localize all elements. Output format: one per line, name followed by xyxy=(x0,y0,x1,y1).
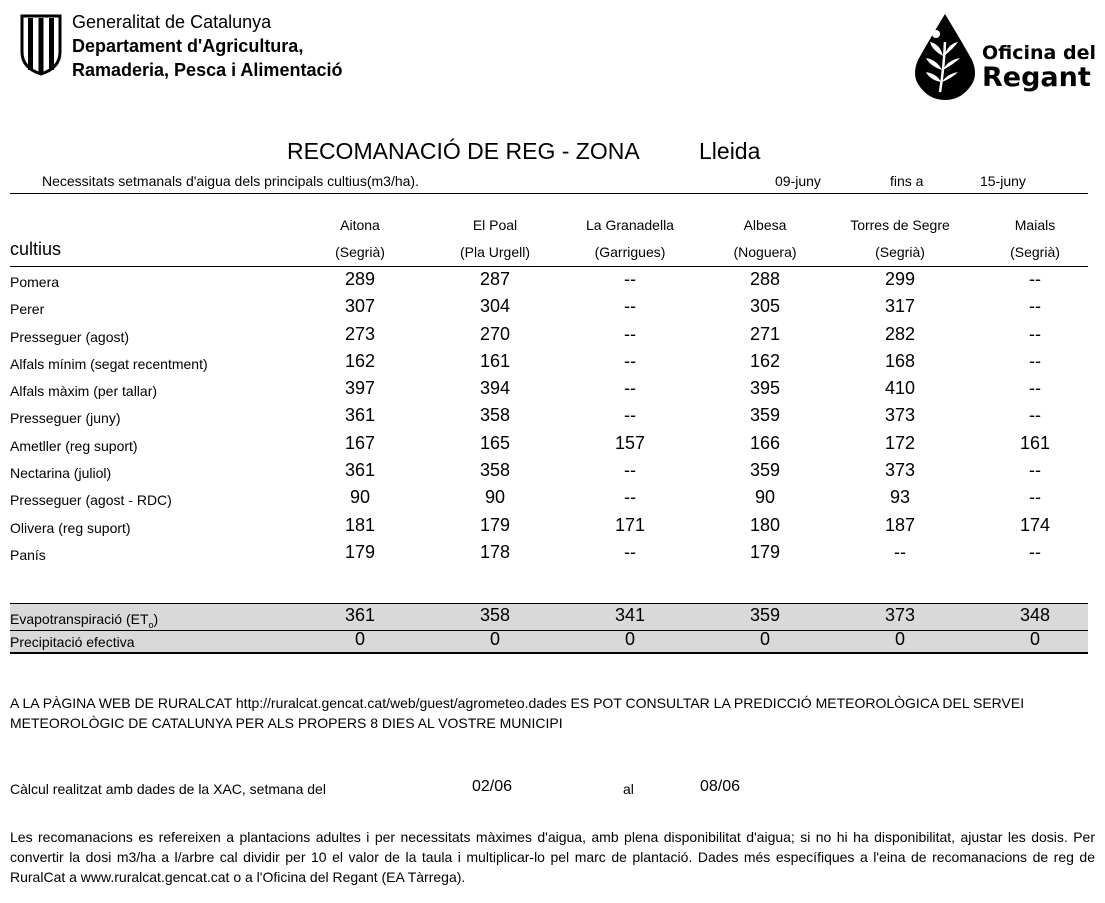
org-line-1: Generalitat de Catalunya xyxy=(72,12,272,32)
table-row xyxy=(10,431,1088,458)
table-cell: 305 xyxy=(749,296,781,317)
table-cell: 172 xyxy=(884,432,916,453)
table-row xyxy=(10,322,1088,349)
water-drop-leaf-logo-icon xyxy=(910,12,980,102)
table-cell: 358 xyxy=(479,405,511,426)
table-cell: 287 xyxy=(479,269,511,289)
table-cell: -- xyxy=(624,350,636,371)
column-name: Aitona xyxy=(340,217,380,233)
table-cell: 162 xyxy=(344,350,376,371)
calc-separator: al xyxy=(623,781,634,797)
crop-name: Nectarina (juliol) xyxy=(10,465,112,482)
table-cell: 174 xyxy=(1019,514,1051,535)
table-header xyxy=(10,212,1088,267)
table-cell: 282 xyxy=(884,323,916,344)
eto-row xyxy=(10,604,1088,631)
table-cell: 179 xyxy=(479,514,511,535)
table-row xyxy=(10,376,1088,403)
crop-name: Ametller (reg suport) xyxy=(10,437,138,454)
table-cell: -- xyxy=(624,296,636,317)
table-cell: 167 xyxy=(344,432,376,453)
table-cell: 90 xyxy=(349,487,371,508)
table-cell: 270 xyxy=(479,323,511,344)
irrigation-table xyxy=(10,212,1088,654)
ruralcat-note: A LA PÀGINA WEB DE RURALCAT http://ruralcat.gencat.cat/web/guest/agrometeo.dades ES POT CONSULTAR LA PREDICCIÓ METEOROLÒGICA DEL SERVEI METEOROLÒGIC DE CATALUNYA PER ALS PROPERS 8 DIES AL VOSTRE MUNICIPI xyxy=(10,695,1025,731)
table-body xyxy=(10,267,1088,567)
crop-name: Perer xyxy=(10,301,45,318)
eto-label-text: Evapotranspiració (ET xyxy=(10,611,149,628)
table-row xyxy=(10,458,1088,485)
eto-label-suffix: ) xyxy=(153,611,159,628)
table-cell: 161 xyxy=(479,350,511,371)
table-cell: 162 xyxy=(749,350,781,371)
table-cell: 0 xyxy=(894,629,905,650)
table-cell: 90 xyxy=(484,487,506,508)
crop-name: Alfals mínim (segat recentment) xyxy=(10,355,208,372)
table-cell: 0 xyxy=(624,629,635,650)
column-region: (Segrià) xyxy=(1010,244,1060,260)
column-name: El Poal xyxy=(472,217,518,233)
oficina-regant-logo-text xyxy=(982,42,1096,91)
table-cell: -- xyxy=(624,405,636,426)
precipitation-row xyxy=(10,631,1088,654)
table-cell: 0 xyxy=(759,629,770,650)
table-row xyxy=(10,294,1088,321)
table-cell: 0 xyxy=(354,629,365,650)
crop-name: Panís xyxy=(10,546,46,563)
date-from: 09-juny xyxy=(775,173,821,189)
table-cell: 166 xyxy=(749,432,781,453)
table-cell: 273 xyxy=(344,323,376,344)
table-cell: -- xyxy=(894,541,906,562)
crop-column-header: cultius xyxy=(10,239,62,259)
column-region: (Segrià) xyxy=(335,244,385,260)
crop-name: Presseguer (juny) xyxy=(10,410,121,427)
org-line-2: Departament d'Agricultura, xyxy=(72,36,304,56)
table-cell: -- xyxy=(1029,487,1041,508)
table-cell: -- xyxy=(1029,405,1041,426)
table-cell: 93 xyxy=(889,487,911,508)
table-cell: 271 xyxy=(749,323,781,344)
table-cell: 180 xyxy=(749,514,781,535)
table-cell: 0 xyxy=(489,629,500,650)
recommendations-note: Les recomanacions es refereixen a plantacions adultes i per necessitats màximes d'aigua, amb plena disponibilitat d'aigua; si no hi ha disponibilitat, ajustar les dosis. Per convertir la dosi m3/ha a l/arbre cal dividir per 10 el valor de la taula i multiplicar-lo pel marc de plantació. Dades més específiques a l'eina de recomanacions de reg de RuralCat a www.ruralcat.gencat.cat o a l'Oficina del Regant (EA Tàrrega). xyxy=(10,829,1095,885)
table-cell: 317 xyxy=(884,296,916,317)
table-row xyxy=(10,349,1088,376)
column-region: (Garrigues) xyxy=(594,244,666,260)
table-cell: 304 xyxy=(479,296,511,317)
table-row xyxy=(10,513,1088,540)
crop-name: Pomera xyxy=(10,274,60,290)
table-cell: 358 xyxy=(479,460,511,481)
calc-date-from: 02/06 xyxy=(472,778,513,795)
subtitle-row xyxy=(10,173,1088,194)
eto-subscript: o xyxy=(148,620,154,631)
table-cell: 394 xyxy=(479,378,511,399)
table-cell: 165 xyxy=(479,432,511,453)
table-cell: -- xyxy=(624,323,636,344)
regant-label: Regant xyxy=(982,62,1091,93)
calc-label: Càlcul realitzat amb dades de la XAC, setmana del xyxy=(10,781,326,797)
table-cell: -- xyxy=(1029,350,1041,371)
table-cell: 359 xyxy=(749,405,781,426)
table-row xyxy=(10,485,1088,512)
table-cell: 397 xyxy=(344,378,376,399)
column-name: Albesa xyxy=(743,217,787,233)
table-cell: 168 xyxy=(884,350,916,371)
calc-date-to: 08/06 xyxy=(700,778,741,795)
table-cell: 348 xyxy=(1019,605,1051,626)
table-cell: -- xyxy=(624,460,636,481)
table-cell: -- xyxy=(1029,296,1041,317)
table-cell: 171 xyxy=(614,514,646,535)
table-cell: -- xyxy=(1029,269,1041,289)
eto-label xyxy=(10,611,158,630)
column-region: (Noguera) xyxy=(733,244,797,260)
table-cell: 361 xyxy=(344,405,376,426)
generalitat-logo-icon xyxy=(16,12,66,76)
precipitation-label: Precipitació efectiva xyxy=(10,634,135,651)
table-cell: 179 xyxy=(344,541,376,562)
table-gap xyxy=(10,567,1088,604)
table-row xyxy=(10,540,1088,567)
table-cell: -- xyxy=(1029,378,1041,399)
oficina-label: Oficina del xyxy=(982,42,1096,64)
table-cell: 157 xyxy=(614,432,646,453)
table-cell: -- xyxy=(624,487,636,508)
column-region: (Pla Urgell) xyxy=(459,244,530,260)
table-cell: 359 xyxy=(749,605,781,626)
zone-name: Lleida xyxy=(699,138,761,164)
table-cell: 395 xyxy=(749,378,781,399)
crop-name: Presseguer (agost - RDC) xyxy=(10,492,172,509)
table-cell: 359 xyxy=(749,460,781,481)
table-cell: 161 xyxy=(1019,432,1051,453)
table-cell: -- xyxy=(1029,323,1041,344)
table-cell: 373 xyxy=(884,605,916,626)
column-region: (Segrià) xyxy=(875,244,925,260)
page-title: RECOMANACIÓ DE REG - ZONA xyxy=(287,138,640,164)
table-cell: 178 xyxy=(479,541,511,562)
table-cell: 361 xyxy=(344,605,376,626)
column-name: Maials xyxy=(1014,217,1056,233)
table-row xyxy=(10,267,1088,294)
table-cell: 181 xyxy=(344,514,376,535)
date-to: 15-juny xyxy=(980,173,1026,189)
table-cell: 0 xyxy=(1029,629,1040,650)
table-cell: 361 xyxy=(344,460,376,481)
crop-name: Presseguer (agost) xyxy=(10,328,130,345)
table-cell: -- xyxy=(624,378,636,399)
organization-name xyxy=(72,10,342,82)
table-cell: -- xyxy=(1029,460,1041,481)
table-cell: 410 xyxy=(884,378,916,399)
org-line-3: Ramaderia, Pesca i Alimentació xyxy=(72,60,343,80)
column-name: La Granadella xyxy=(586,217,674,233)
table-cell: 288 xyxy=(749,269,781,289)
table-row xyxy=(10,403,1088,430)
table-cell: 179 xyxy=(749,541,781,562)
subtitle: Necessitats setmanals d'aigua dels principals cultius(m3/ha). xyxy=(42,173,419,189)
column-name: Torres de Segre xyxy=(850,217,950,233)
table-cell: 307 xyxy=(344,296,376,317)
table-cell: 373 xyxy=(884,405,916,426)
table-cell: -- xyxy=(1029,541,1041,562)
crop-name: Olivera (reg suport) xyxy=(10,519,131,536)
table-cell: -- xyxy=(624,269,636,289)
table-cell: 373 xyxy=(884,460,916,481)
table-cell: 289 xyxy=(344,269,376,289)
crop-name: Alfals màxim (per tallar) xyxy=(10,383,158,400)
table-cell: 187 xyxy=(884,514,916,535)
table-cell: 90 xyxy=(754,487,776,508)
table-cell: -- xyxy=(624,541,636,562)
table-cell: 358 xyxy=(479,605,511,626)
table-cell: 299 xyxy=(884,269,916,289)
table-cell: 341 xyxy=(614,605,646,626)
date-separator: fins a xyxy=(890,173,924,189)
